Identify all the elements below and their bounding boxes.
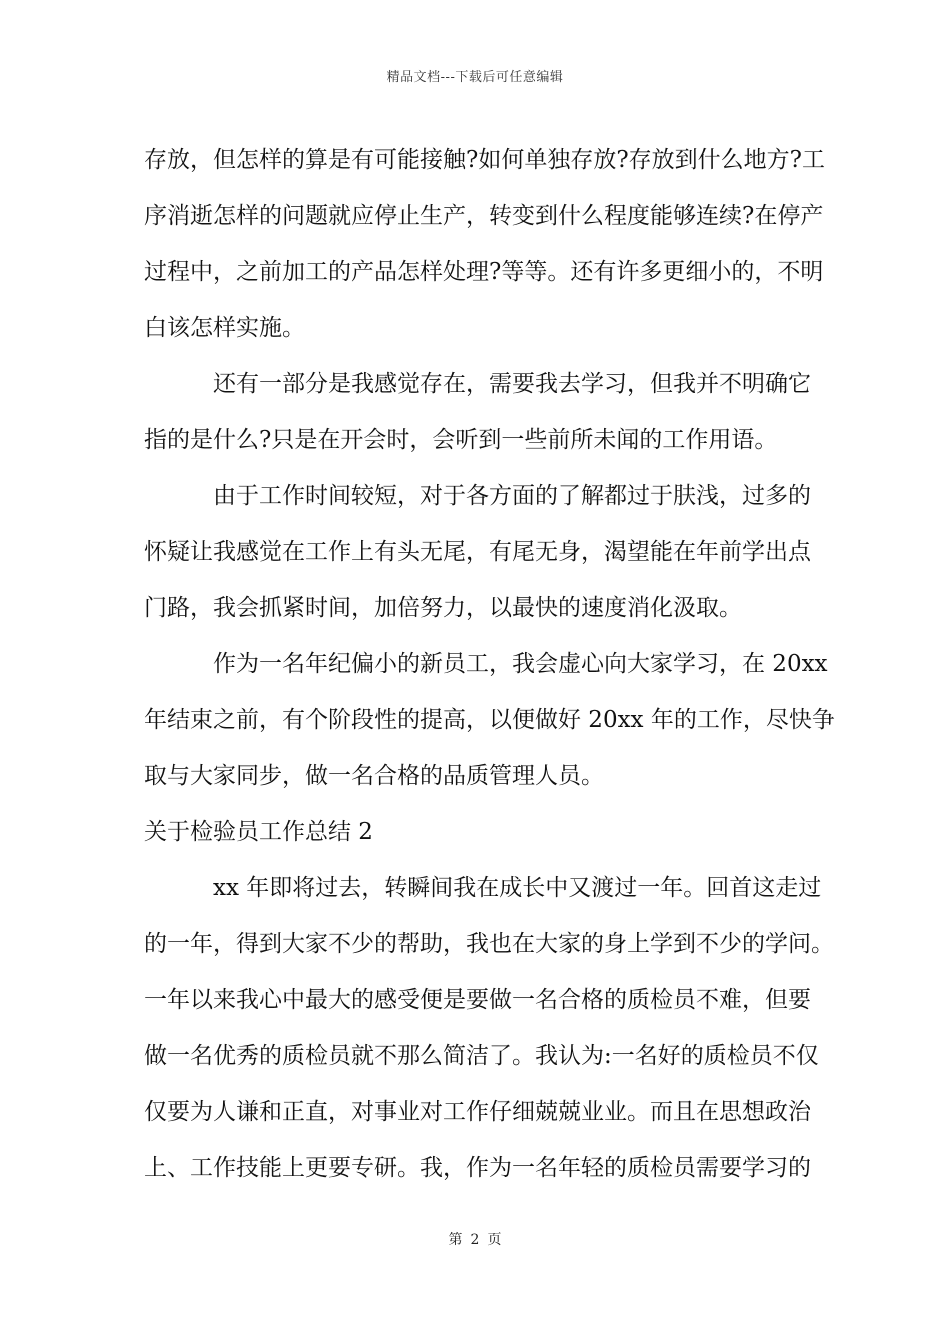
text-line: 门路，我会抓紧时间，加倍努力，以最快的速度消化汲取。	[144, 595, 742, 621]
text-line: 还有一部分是我感觉存在，需要我去学习，但我并不明确它	[144, 371, 811, 397]
text-line: 上、工作技能上更要专研。我，作为一名年轻的质检员需要学习的	[144, 1155, 811, 1181]
text-line: 一年以来我心中最大的感受便是要做一名合格的质检员不难，但要	[144, 987, 811, 1013]
text-line: 怀疑让我感觉在工作上有头无尾，有尾无身，渴望能在年前学出点	[144, 539, 811, 565]
text-line: xx 年即将过去，转瞬间我在成长中又渡过一年。回首这走过	[144, 875, 822, 901]
text-line: 仅要为人谦和正直，对事业对工作仔细兢兢业业。而且在思想政治	[144, 1099, 811, 1125]
text-line: 的一年，得到大家不少的帮助，我也在大家的身上学到不少的学问。	[144, 931, 834, 957]
document-body	[144, 132, 835, 1196]
footer-suffix: 页	[487, 1232, 502, 1248]
text-line: 序消逝怎样的问题就应停止生产，转变到什么程度能够连续?在停产	[144, 203, 824, 229]
text-line: 作为一名年纪偏小的新员工，我会虚心向大家学习，在 20xx	[144, 651, 828, 677]
section-heading: 关于检验员工作总结 2	[144, 819, 373, 845]
text-line: 做一名优秀的质检员就不那么简洁了。我认为:一名好的质检员不仅	[144, 1043, 819, 1069]
footer-prefix: 第	[448, 1232, 463, 1248]
text-line: 取与大家同步，做一名合格的品质管理人员。	[144, 763, 604, 789]
text-line: 由于工作时间较短，对于各方面的了解都过于肤浅，过多的	[144, 483, 811, 509]
page-header: 精品文档---下载后可任意编辑	[386, 70, 564, 85]
page-footer	[0, 1229, 950, 1249]
text-line: 存放，但怎样的算是有可能接触?如何单独存放?存放到什么地方?工	[144, 147, 825, 173]
text-line: 过程中，之前加工的产品怎样处理?等等。还有许多更细小的，不明	[144, 259, 824, 285]
text-line: 白该怎样实施。	[144, 315, 305, 341]
text-line: 指的是什么?只是在开会时，会听到一些前所未闻的工作用语。	[144, 427, 778, 453]
page-number: 2	[470, 1232, 480, 1248]
text-line: 年结束之前，有个阶段性的提高，以便做好 20xx 年的工作，尽快争	[144, 707, 835, 733]
